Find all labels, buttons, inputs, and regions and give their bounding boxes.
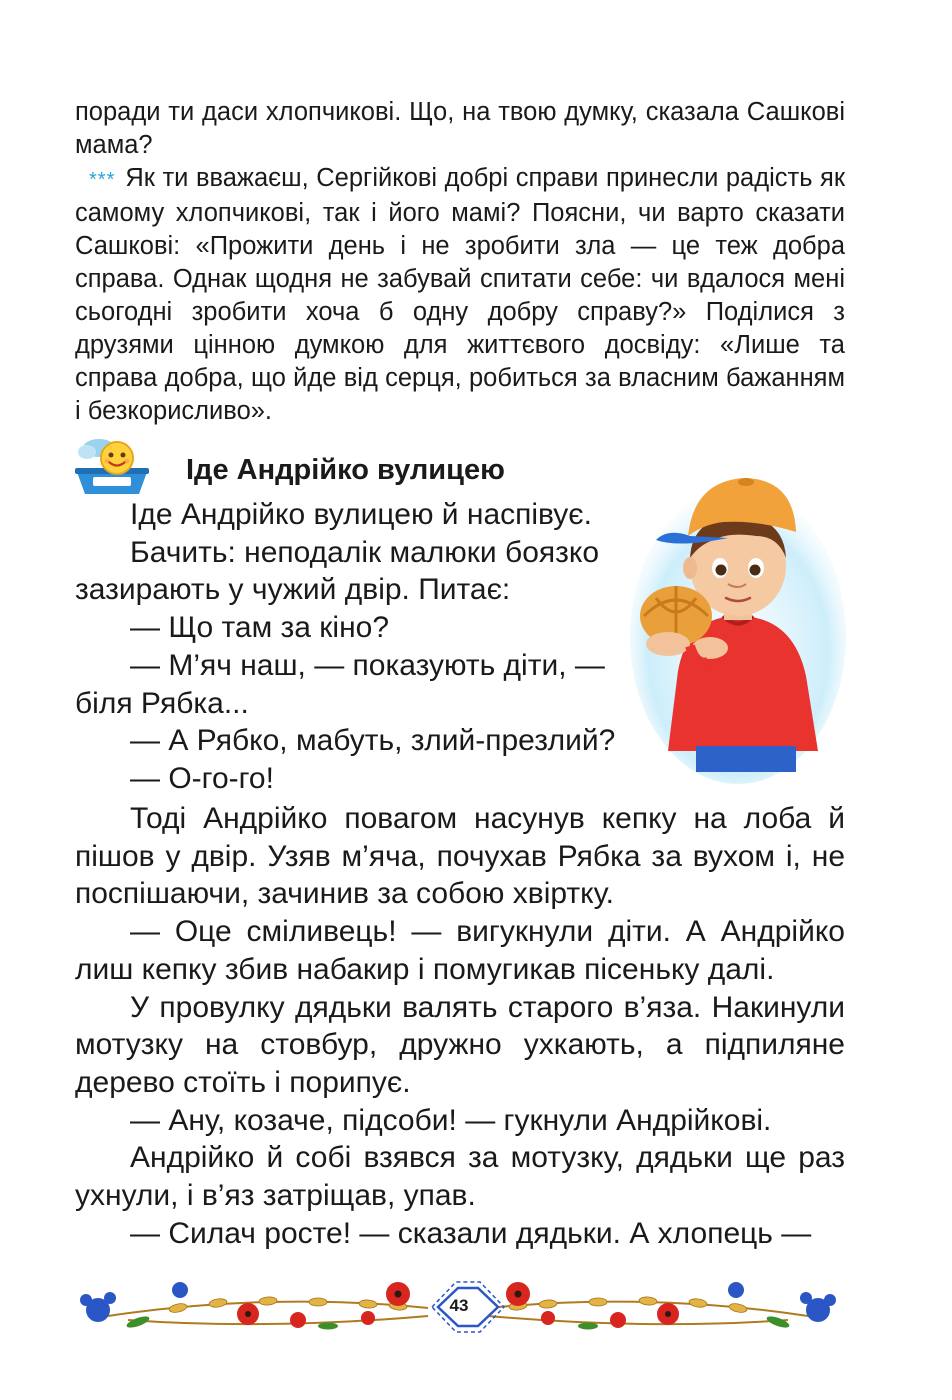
story-paragraph: — О-го-го! bbox=[130, 761, 274, 795]
story-paragraph: — М’яч наш, — показують діти, — біля Рябка... bbox=[75, 648, 605, 720]
story-paragraph: — Оце сміливець! — вигукнули діти. А Андрійко лиш кепку збив набакир і помугикав пісеньку далі. bbox=[75, 915, 845, 986]
story-paragraph: Тоді Андрійко повагом насунув кепку на лоба й пішов у двір. Узяв м’яча, почухав Рябка за вухом і, не поспішаючи, зачинив за собою хвіртку. bbox=[75, 802, 845, 911]
story-paragraph: У провулку дядьки валять старого в’яза. Накинули мотузку на стовбур, дружно ухкають, а підпиляне дерево стоїть і порипує. bbox=[75, 990, 845, 1099]
reading-lesson-icon bbox=[73, 436, 151, 498]
story-paragraph: — Ану, козаче, підсоби! — гукнули Андрійкові. bbox=[130, 1103, 772, 1137]
story-full-width bbox=[75, 800, 845, 1252]
story-left-column bbox=[75, 496, 640, 798]
story-paragraph: — А Рябко, мабуть, злий-презлий? bbox=[130, 724, 616, 758]
question-text-2 bbox=[75, 162, 845, 428]
boy-with-bread-illustration bbox=[628, 466, 846, 786]
question-text-1: поради ти даси хлопчикові. Що, на твою думку, сказала Сашкові мама? bbox=[75, 98, 845, 159]
question-marker-icon: *** bbox=[89, 169, 116, 191]
story-paragraph: — Силач росте! — сказали дядьки. А хлопець — bbox=[130, 1216, 812, 1250]
story-paragraph: Іде Андрійко вулицею й наспівує. bbox=[130, 498, 592, 531]
story-paragraph: — Що там за кіно? bbox=[130, 611, 390, 645]
section-title: Іде Андрійко вулицею bbox=[186, 454, 505, 486]
story-paragraph: Бачить: неподалік малюки боязко зазирають у чужий двір. Питає: bbox=[75, 535, 600, 607]
page-number: 43 bbox=[449, 1296, 469, 1315]
story-paragraph: Андрійко й собі взявся за мотузку, дядьки ще раз ухнули, і в’яз затріщав, упав. bbox=[75, 1141, 845, 1213]
question-body: Як ти вважаєш, Сергійкові добрі справи принесли радість як самому хлопчикові, так і його мамі? Поясни, чи варто сказати Сашкові: «Прожити день і не зробити зла — це теж добра справа. Однак щодня не забувай спитати себе: чи вдалося мені сьогодні зробити хоча б одну добру справу?» Поділися з друзями цінною думкою для життєвого досвіду: «Лише та справа добра, що йде від серця, робиться за власним бажанням і безкорисливо». bbox=[75, 164, 845, 425]
